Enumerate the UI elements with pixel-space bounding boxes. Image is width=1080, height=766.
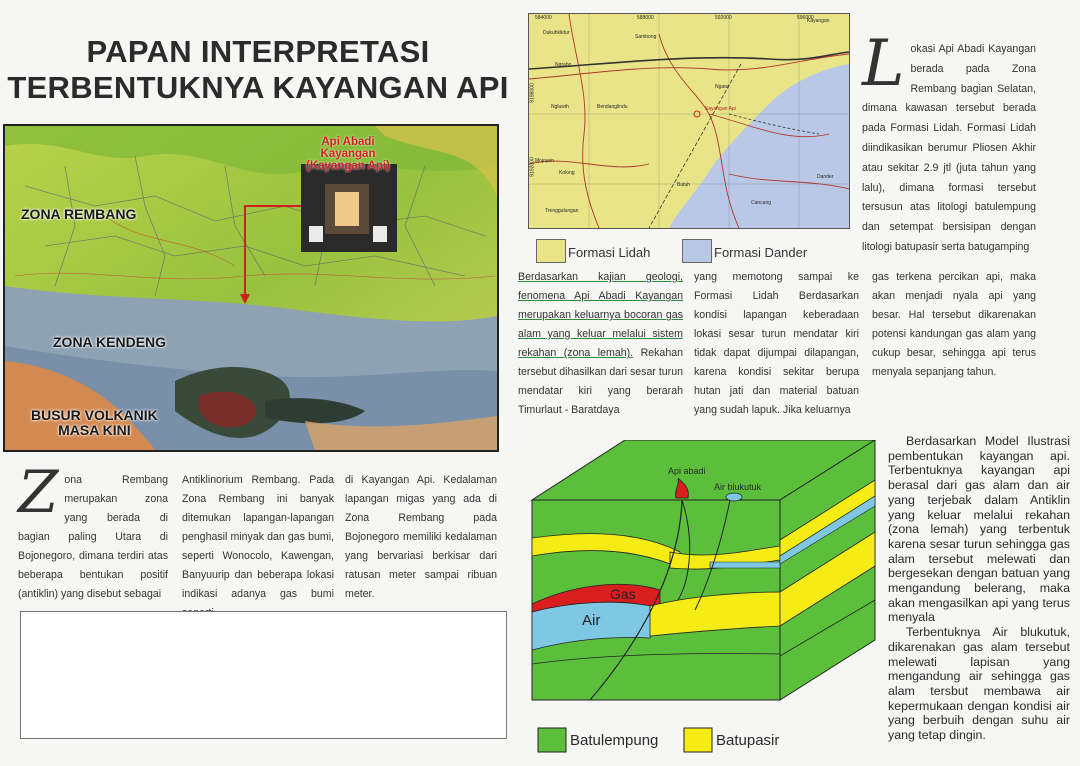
geology-map-graphic xyxy=(529,14,849,228)
zona-col-1 xyxy=(18,458,168,604)
coord-top-3: 592000 xyxy=(715,15,732,21)
right-column-text xyxy=(888,434,1070,743)
geology-map xyxy=(528,13,850,229)
block-diagram-graphic xyxy=(530,440,880,760)
place-ngawi: Ngawi xyxy=(715,84,729,90)
middle-col-2: yang memotong sampai ke Formasi Lidah Berdasarkan kondisi lapangan keberadaan lokasi sesar turun mendatar kiri tidak dapat dijumpai dilapangan, karena kondisi sekitar berupa hutan jati dan material batuan yang sudah lapuk. Jika keluarnya xyxy=(694,271,859,416)
title-line-2: TERBENTUKNYA KAYANGAN API xyxy=(7,70,509,105)
zone-rembang-label: ZONA REMBANG xyxy=(21,206,137,222)
busur-volkanik-label xyxy=(31,408,158,438)
coord-left-2: 9192000 xyxy=(529,157,536,177)
regional-map-graphic xyxy=(5,126,497,450)
zona-dropcap: Z xyxy=(18,458,59,526)
regional-map xyxy=(3,124,499,452)
busur-line-1: BUSUR VOLKANIK xyxy=(31,407,158,423)
gas-label: Gas xyxy=(610,586,636,602)
air-blukutuk-label: Air blukutuk xyxy=(714,482,762,492)
api-abadi-label: Api abadi xyxy=(668,466,706,476)
right-paragraph-1: Berdasarkan Model Ilustrasi pembentukan kayangan api. Terbentuknya kayangan api berasal dari gas alam dan air yang terjebak dalam Antiklin yang keluar melalui rekahan (zona lemah) yang terbentuk karena sesar turun sehingga gas alam tersebut melewati dan bergesekan dengan batuan yang mengandung belerang, maka akan mengasilkan api yang terus menyala xyxy=(888,434,1070,625)
page-title xyxy=(0,34,516,106)
zona-col-3: di Kayangan Api. Kedalaman lapangan migas yang ada di Zona Rembang pada Bojonegoro memiliki kedalaman yang bervariasi berkisar dari ratusan meter sampai ribuan meter. xyxy=(345,474,497,600)
place-bendanglindu: Bendanglindu xyxy=(597,104,628,110)
busur-line-2: MASA KINI xyxy=(58,422,131,438)
middle-col-1-rest: Rekahan tersebut dihasilkan dari sesar turun mendatar kiri yang berarah Timurlaut - Baratdaya xyxy=(518,347,683,416)
coord-top-1: 584000 xyxy=(535,15,552,21)
coord-top-4: 596000 xyxy=(797,15,814,21)
place-cancang: Cancang xyxy=(751,200,772,206)
coord-top-2: 588000 xyxy=(637,15,654,21)
coord-left-1: 9196000 xyxy=(529,83,536,103)
place-dander: Dander xyxy=(817,174,834,180)
middle-col-1 xyxy=(518,268,683,420)
legend-dander-swatch xyxy=(682,239,712,263)
title-line-1: PAPAN INTERPRETASI xyxy=(86,34,430,69)
legend-lidah-label: Formasi Lidah xyxy=(568,245,651,260)
place-mojoyen: Mojoyen xyxy=(535,158,554,164)
intro-dropcap: L xyxy=(862,27,905,101)
legend-lidah-swatch xyxy=(536,239,566,263)
place-sambong: Sambong xyxy=(635,34,657,40)
place-trenggulungan: Trenggulungan xyxy=(545,208,579,214)
place-ngraho: Ngraho xyxy=(555,62,572,68)
legend-batulempung-label: Batulempung xyxy=(570,732,659,749)
geology-block-diagram xyxy=(530,440,880,760)
legend-batupasir-label: Batupasir xyxy=(716,732,780,749)
zona-col-1-text: ona Rembang merupakan zona yang berada di bagian paling Utara di Bojonegoro, dimana terdiri atas beberapa bentukan positif (antiklin) yang disebut sebagai xyxy=(18,474,168,600)
empty-panel xyxy=(20,611,507,739)
zona-col-2: Antiklinorium Rembang. Pada Zona Rembang ini banyak ditemukan lapangan-lapangan penghasil minyak dan gas bumi, seperti Wonocolo, Kawengan, Banyuurip dan beberapa lokasi indikasi adanya gas bumi xyxy=(182,474,334,600)
intro-text xyxy=(862,27,1036,258)
place-kayangan: Kayangan xyxy=(807,18,830,24)
place-kayangan-api: Kayangan Api xyxy=(705,106,736,112)
intro-paragraph: okasi Api Abadi Kayangan berada pada Zona Rembang bagian Selatan, dimana kawasan tersebut berada pada Formasi Lidah. Formasi Lidah diindikasikan berumur Pliosen Akhir atau sekitar 2.9 jtl (juta tahun yang lalu), dimana formasi tersebut tersusun atas litologi batulempung dan setempat bersisipan dengan litologi batupasir serta batugamping xyxy=(862,43,1036,253)
place-butuh: Butuh xyxy=(677,182,691,188)
place-ngluwih: Ngluwih xyxy=(551,104,569,110)
place-kolong: Kolong xyxy=(559,170,575,176)
air-label: Air xyxy=(582,612,601,629)
middle-col-1-underlined: Berdasarkan kajian geologi, fenomena Api Abadi Kayangan merupakan keluarnya bocoran gas alam yang keluar melalui sistem rekahan (zona lemah). xyxy=(518,271,683,359)
right-paragraph-2: Terbentuknya Air blukutuk, dikarenakan gas alam tersebut melewati lapisan yang mengandung air sehingga gas alam tersbut membawa air kepermukaan dengan kondisi air yang berbuih dengan suhu air yang tetap dingin. xyxy=(888,625,1070,743)
legend-dander-label: Formasi Dander xyxy=(714,245,808,260)
map-callout-label: Api Abadi Kayangan (Kayangan Api) xyxy=(306,136,390,172)
middle-col-3: gas terkena percikan api, maka akan menjadi nyala api yang besar. Hal tersebut dikarenakan potensi kandungan gas alam yang cukup besar, sehingga api terus menyala sepanjang tahun. xyxy=(872,271,1036,378)
zone-kendeng-label: ZONA KENDENG xyxy=(53,334,167,350)
place-dukuhklidur: Dukuhklidur xyxy=(543,30,570,36)
